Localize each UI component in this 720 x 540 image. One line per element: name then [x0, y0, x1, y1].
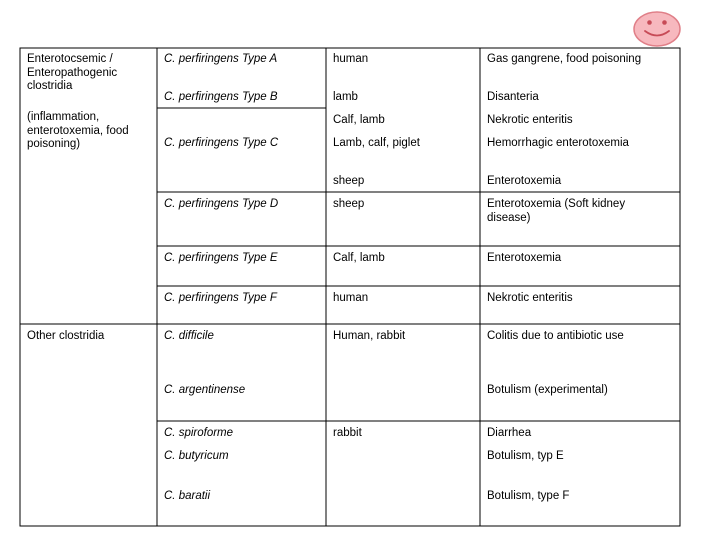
host-cell: rabbit: [333, 427, 362, 439]
organism-cell: C. argentinense: [164, 384, 246, 396]
organism-cell: C. difficile: [164, 330, 214, 342]
host-cell: Calf, lamb: [333, 114, 385, 126]
disease-cell: Disanteria: [487, 91, 539, 103]
host-cell: Human, rabbit: [333, 330, 406, 342]
disease-cell: Nekrotic enteritis: [487, 114, 573, 126]
organism-cell: C. perfiringens Type F: [164, 292, 277, 304]
disease-cell: Nekrotic enteritis: [487, 292, 573, 304]
host-cell: lamb: [333, 91, 358, 103]
disease-cell: Gas gangrene, food poisoning: [487, 53, 642, 65]
group-enteric-note: (inflammation, enterotoxemia, food poisoning): [27, 111, 129, 150]
organism-cell: C. butyricum: [164, 450, 229, 462]
disease-cell: Botulism, type F: [487, 490, 570, 502]
disease-cell: Botulism (experimental): [487, 384, 608, 396]
host-cell: sheep: [333, 198, 365, 210]
disease-cell: Hemorrhagic enterotoxemia: [487, 137, 629, 149]
organism-cell: C. perfiringens Type A: [164, 53, 278, 65]
host-cell: Lamb, calf, piglet: [333, 137, 420, 149]
organism-cell: C. perfiringens Type B: [164, 91, 278, 103]
disease-cell: Enterotoxemia: [487, 252, 562, 264]
organism-cell: C. baratii: [164, 490, 211, 502]
disease-cell: Diarrhea: [487, 427, 532, 439]
group-other-title: Other clostridia: [27, 330, 105, 342]
host-cell: Calf, lamb: [333, 252, 385, 264]
disease-cell: Enterotoxemia: [487, 175, 562, 187]
disease-cell: Botulism, typ E: [487, 450, 564, 462]
group-enteric-title: Enterotocsemic / Enteropathogenic clostridia: [27, 53, 118, 92]
disease-cell: Enterotoxemia (Soft kidney disease): [487, 198, 626, 224]
host-cell: human: [333, 53, 369, 65]
host-cell: human: [333, 292, 369, 304]
organism-cell: C. perfiringens Type D: [164, 198, 279, 210]
organism-cell: C. spiroforme: [164, 427, 234, 439]
organism-cell: C. perfiringens Type C: [164, 137, 279, 149]
disease-cell: Colitis due to antibiotic use: [487, 330, 624, 342]
organism-cell: C. perfiringens Type E: [164, 252, 278, 264]
host-cell: sheep: [333, 175, 365, 187]
